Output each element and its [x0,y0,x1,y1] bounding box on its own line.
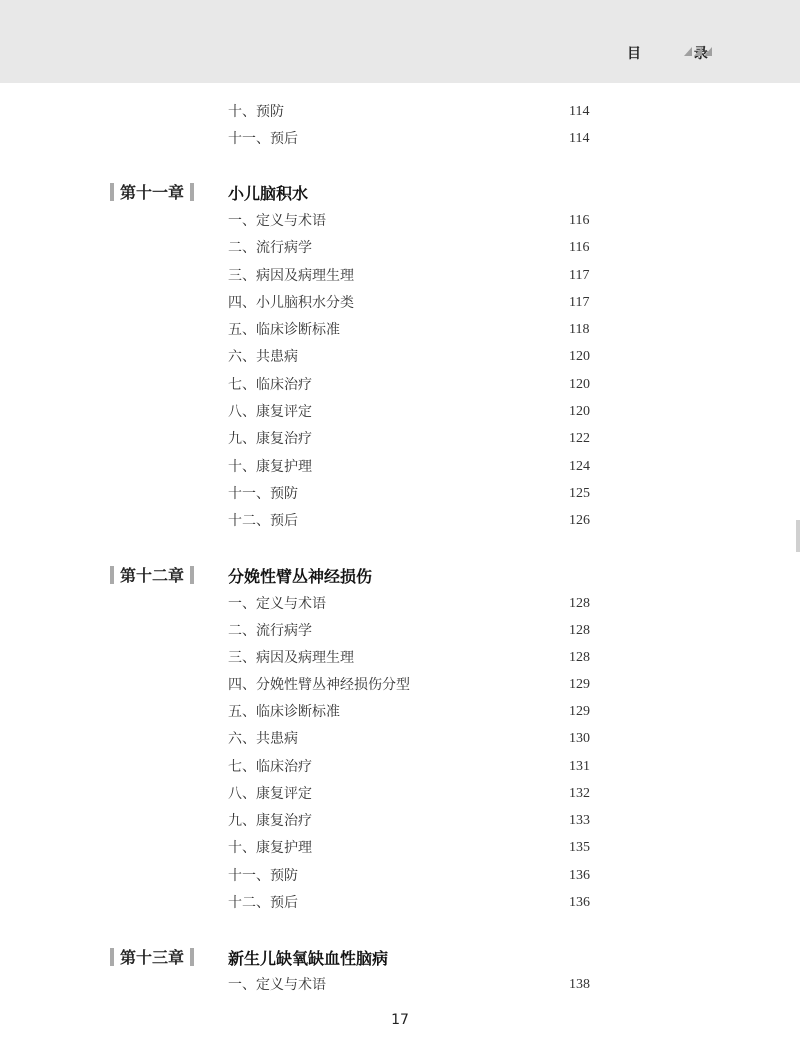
toc-entry-page: 114 [569,131,590,146]
chapter-title[interactable]: 分娩性臂丛神经损伤 [228,567,373,586]
toc-entry-page: 117 [569,268,590,283]
toc-entry-label[interactable]: 十、康复护理 [228,459,312,475]
toc-entry-page: 116 [569,213,590,228]
toc-entry-page: 135 [569,840,590,855]
toc-entry-page: 120 [569,404,590,419]
chapter-label [110,182,194,204]
toc-entry-label[interactable]: 三、病因及病理生理 [228,268,354,284]
toc-entry-label[interactable]: 十二、预后 [228,895,298,911]
bar-decoration [190,566,194,584]
toc-entry-label[interactable]: 十一、预后 [228,131,298,147]
chapter-title[interactable]: 小儿脑积水 [228,184,309,203]
toc-entry-label[interactable]: 四、分娩性臂丛神经损伤分型 [228,677,410,693]
toc-entry-page: 120 [569,377,590,392]
bar-decoration [190,948,194,966]
toc-entry-label[interactable]: 九、康复治疗 [228,431,312,447]
chapter-title[interactable]: 新生儿缺氧缺血性脑病 [228,949,389,968]
toc-entry-page: 133 [569,813,590,828]
chapter-label [110,565,194,587]
toc-entry-label[interactable]: 七、临床治疗 [228,759,312,775]
toc-entry-page: 129 [569,704,590,719]
triangle-decoration-icon [684,47,712,56]
toc-entry-page: 128 [569,623,590,638]
toc-entry-page: 130 [569,731,590,746]
page-header [0,0,800,83]
toc-entry-label[interactable]: 五、临床诊断标准 [228,322,340,338]
toc-entry-label[interactable]: 一、定义与术语 [228,213,326,229]
header-title: 目 录 [627,46,732,62]
toc-entry-page: 116 [569,240,590,255]
bar-decoration [110,948,114,966]
page-number: 17 [391,1012,409,1028]
toc-entry-label[interactable]: 十、康复护理 [228,840,312,856]
toc-entry-page: 120 [569,349,590,364]
page-edge-marker [796,520,800,552]
toc-entry-label[interactable]: 二、流行病学 [228,240,312,256]
toc-entry-page: 114 [569,104,590,119]
bar-decoration [110,183,114,201]
toc-entry-label[interactable]: 八、康复评定 [228,404,312,420]
bar-decoration [190,183,194,201]
toc-entry-label[interactable]: 七、临床治疗 [228,377,312,393]
toc-entry-label[interactable]: 一、定义与术语 [228,977,326,993]
toc-entry-label[interactable]: 四、小儿脑积水分类 [228,295,354,311]
toc-entry-page: 117 [569,295,590,310]
chapter-number: 第十一章 [120,183,185,202]
bar-decoration [110,566,114,584]
toc-entry-page: 129 [569,677,590,692]
toc-entry-label[interactable]: 九、康复治疗 [228,813,312,829]
toc-entry-page: 128 [569,596,590,611]
toc-entry-page: 131 [569,759,590,774]
toc-entry-page: 136 [569,868,590,883]
toc-entry-label[interactable]: 十一、预防 [228,486,298,502]
toc-entry-label[interactable]: 八、康复评定 [228,786,312,802]
toc-entry-page: 132 [569,786,590,801]
toc-entry-label[interactable]: 六、共患病 [228,349,298,365]
chapter-label [110,947,194,969]
toc-entry-page: 124 [569,459,590,474]
toc-entry-page: 122 [569,431,590,446]
toc-entry-page: 125 [569,486,590,501]
toc-entry-page: 126 [569,513,590,528]
toc-entry-label[interactable]: 六、共患病 [228,731,298,747]
toc-entry-page: 138 [569,977,590,992]
toc-entry-page: 136 [569,895,590,910]
toc-entry-label[interactable]: 十、预防 [228,104,284,120]
toc-entry-label[interactable]: 一、定义与术语 [228,596,326,612]
chapter-number: 第十二章 [120,566,185,585]
toc-entry-label[interactable]: 十二、预后 [228,513,298,529]
chapter-number: 第十三章 [120,948,185,967]
toc-entry-label[interactable]: 二、流行病学 [228,623,312,639]
toc-entry-label[interactable]: 十一、预防 [228,868,298,884]
toc-entry-label[interactable]: 三、病因及病理生理 [228,650,354,666]
toc-entry-page: 118 [569,322,590,337]
toc-entry-page: 128 [569,650,590,665]
toc-entry-label[interactable]: 五、临床诊断标准 [228,704,340,720]
